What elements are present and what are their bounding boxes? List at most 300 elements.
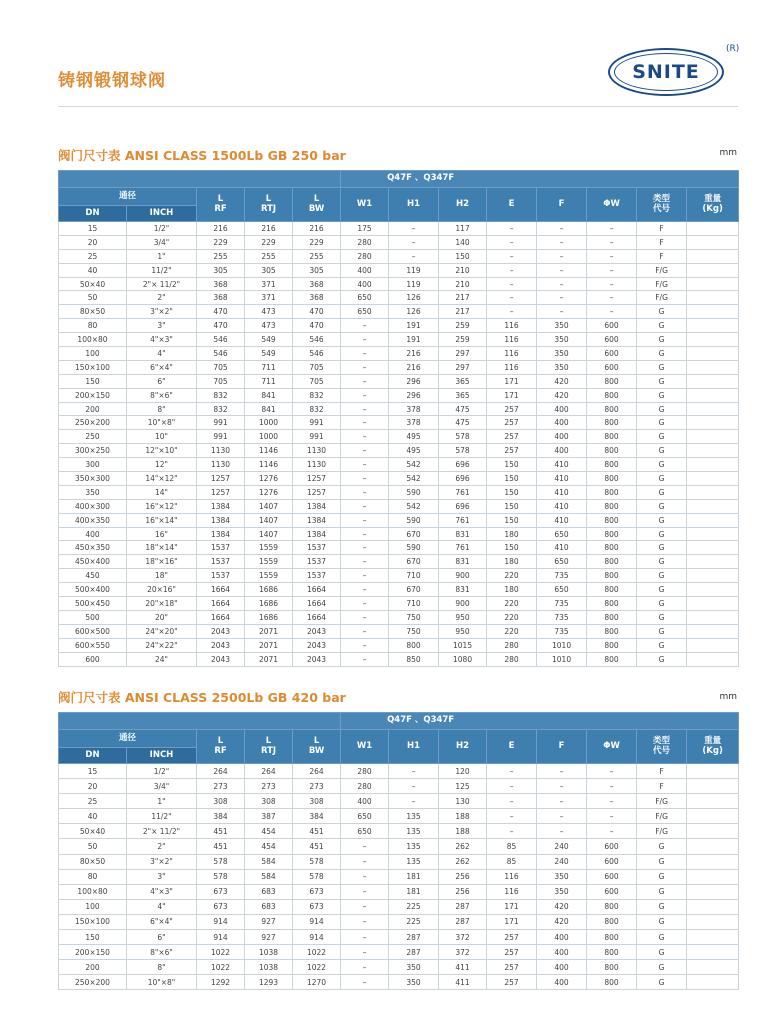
cell-inch: 24"×20" [127, 624, 197, 638]
cell-weight [687, 319, 739, 333]
cell-l-rtj: 841 [245, 388, 293, 402]
cell-l-bw: 1022 [293, 945, 341, 960]
cell-inch: 24" [127, 652, 197, 666]
cell-weight [687, 388, 739, 402]
spec-table-class1500 [58, 170, 739, 667]
cell-e: – [487, 824, 537, 839]
table-row [59, 914, 739, 929]
cell-f: 350 [537, 319, 587, 333]
cell-l-rf: 1022 [197, 960, 245, 975]
cell-l-rf: 832 [197, 388, 245, 402]
cell-dn: 600 [59, 652, 127, 666]
cell-l-rf: 1022 [197, 945, 245, 960]
cell-weight [687, 884, 739, 899]
cell-type: G [637, 319, 687, 333]
cell-h2: 120 [439, 764, 487, 779]
cell-l-bw: 914 [293, 930, 341, 945]
cell-l-bw: 470 [293, 319, 341, 333]
cell-h1: 542 [389, 499, 439, 513]
cell-h1: 590 [389, 485, 439, 499]
cell-l-rtj: 264 [245, 764, 293, 779]
cell-h2: 831 [439, 527, 487, 541]
cell-phiw: 800 [587, 652, 637, 666]
cell-type: G [637, 444, 687, 458]
cell-w1: – [341, 444, 389, 458]
cell-phiw: – [587, 277, 637, 291]
cell-dn: 50 [59, 839, 127, 854]
cell-e: – [487, 764, 537, 779]
col-l-rf-label: L RF [214, 735, 227, 756]
col-bore: 通径 [59, 188, 197, 206]
cell-w1: – [341, 485, 389, 499]
cell-h1: 350 [389, 960, 439, 975]
cell-inch: 6" [127, 930, 197, 945]
cell-e: 257 [487, 960, 537, 975]
cell-e: 150 [487, 541, 537, 555]
cell-e: – [487, 291, 537, 305]
col-l-rtj-label: L RTJ [260, 735, 277, 756]
cell-inch: 18"×14" [127, 541, 197, 555]
cell-phiw: – [587, 249, 637, 263]
cell-l-rf: 1257 [197, 472, 245, 486]
cell-h2: 140 [439, 235, 487, 249]
cell-w1: 280 [341, 235, 389, 249]
cell-inch: 3/4" [127, 235, 197, 249]
table-row [59, 824, 739, 839]
cell-l-rtj: 1559 [245, 541, 293, 555]
cell-dn: 400 [59, 527, 127, 541]
cell-l-rf: 1257 [197, 485, 245, 499]
cell-weight [687, 597, 739, 611]
cell-dn: 350×300 [59, 472, 127, 486]
cell-h2: 262 [439, 839, 487, 854]
col-w1: W1 [341, 188, 389, 222]
col-h2: H2 [439, 730, 487, 764]
cell-l-rf: 451 [197, 824, 245, 839]
cell-e: 150 [487, 472, 537, 486]
cell-h2: 761 [439, 485, 487, 499]
cell-h1: 296 [389, 388, 439, 402]
cell-h1: 135 [389, 839, 439, 854]
cell-f: 400 [537, 416, 587, 430]
col-f: F [537, 188, 587, 222]
col-l-rtj-label: L RTJ [260, 193, 277, 214]
cell-phiw: 800 [587, 638, 637, 652]
cell-l-rtj: 1407 [245, 513, 293, 527]
cell-l-rtj: 1000 [245, 430, 293, 444]
cell-h1: – [389, 779, 439, 794]
cell-h2: 259 [439, 319, 487, 333]
cell-h1: 135 [389, 854, 439, 869]
cell-e: 116 [487, 347, 537, 361]
cell-e: – [487, 249, 537, 263]
col-l-rf [197, 730, 245, 764]
cell-f: 420 [537, 899, 587, 914]
cell-l-rf: 1537 [197, 555, 245, 569]
cell-phiw: – [587, 764, 637, 779]
cell-h2: 256 [439, 869, 487, 884]
table-row [59, 263, 739, 277]
cell-phiw: 800 [587, 444, 637, 458]
cell-e: 257 [487, 930, 537, 945]
cell-l-bw: 991 [293, 416, 341, 430]
cell-l-rf: 1664 [197, 597, 245, 611]
cell-inch: 14"×12" [127, 472, 197, 486]
table-row [59, 527, 739, 541]
cell-w1: – [341, 884, 389, 899]
cell-dn: 40 [59, 809, 127, 824]
cell-w1: – [341, 416, 389, 430]
cell-w1: 400 [341, 277, 389, 291]
table-row [59, 347, 739, 361]
cell-e: 257 [487, 975, 537, 990]
cell-f: – [537, 277, 587, 291]
cell-w1: 400 [341, 794, 389, 809]
cell-w1: – [341, 569, 389, 583]
cell-l-bw: 451 [293, 839, 341, 854]
cell-phiw: 800 [587, 930, 637, 945]
cell-phiw: 800 [587, 527, 637, 541]
cell-e: 280 [487, 638, 537, 652]
cell-inch: 1" [127, 249, 197, 263]
cell-inch: 10"×8" [127, 975, 197, 990]
table-row [59, 597, 739, 611]
cell-h2: 761 [439, 513, 487, 527]
cell-inch: 3/4" [127, 779, 197, 794]
table-row [59, 458, 739, 472]
cell-e: 180 [487, 555, 537, 569]
cell-f: – [537, 291, 587, 305]
col-l-rf-label: L RF [214, 193, 227, 214]
cell-l-rf: 578 [197, 854, 245, 869]
table-row [59, 975, 739, 990]
cell-l-rtj: 584 [245, 854, 293, 869]
cell-dn: 300×250 [59, 444, 127, 458]
cell-phiw: 600 [587, 319, 637, 333]
cell-type: G [637, 839, 687, 854]
cell-f: – [537, 222, 587, 236]
cell-f: 735 [537, 624, 587, 638]
cell-h1: 191 [389, 333, 439, 347]
cell-w1: – [341, 527, 389, 541]
cell-e: 116 [487, 884, 537, 899]
cell-l-rtj: 1038 [245, 945, 293, 960]
table-row [59, 854, 739, 869]
cell-e: – [487, 235, 537, 249]
cell-phiw: 800 [587, 975, 637, 990]
cell-type: G [637, 610, 687, 624]
cell-inch: 12"×10" [127, 444, 197, 458]
cell-l-rf: 1537 [197, 569, 245, 583]
cell-f: – [537, 809, 587, 824]
cell-h1: 710 [389, 597, 439, 611]
cell-w1: – [341, 555, 389, 569]
col-l-bw-label: L BW [308, 735, 325, 756]
table2-unit: mm [719, 692, 737, 702]
col-type-label: 类型 代号 [653, 735, 671, 756]
cell-f: 240 [537, 854, 587, 869]
cell-weight [687, 249, 739, 263]
cell-h1: 119 [389, 277, 439, 291]
cell-e: 85 [487, 854, 537, 869]
cell-l-bw: 705 [293, 374, 341, 388]
cell-phiw: 600 [587, 854, 637, 869]
cell-l-bw: 255 [293, 249, 341, 263]
cell-l-rf: 308 [197, 794, 245, 809]
cell-f: – [537, 305, 587, 319]
col-weight [687, 730, 739, 764]
cell-h2: 210 [439, 263, 487, 277]
cell-w1: – [341, 499, 389, 513]
cell-type: F [637, 235, 687, 249]
cell-h1: 135 [389, 809, 439, 824]
table1-body [59, 222, 739, 667]
cell-h1: 750 [389, 624, 439, 638]
cell-l-rf: 273 [197, 779, 245, 794]
cell-weight [687, 914, 739, 929]
cell-w1: – [341, 513, 389, 527]
col-type-label: 类型 代号 [653, 193, 671, 214]
cell-inch: 8" [127, 402, 197, 416]
cell-type: G [637, 333, 687, 347]
cell-l-rtj: 1038 [245, 960, 293, 975]
table-row [59, 235, 739, 249]
table-row [59, 583, 739, 597]
cell-phiw: 800 [587, 402, 637, 416]
cell-type: G [637, 541, 687, 555]
cell-type: F/G [637, 824, 687, 839]
cell-w1: – [341, 839, 389, 854]
cell-weight [687, 569, 739, 583]
series-header: Q47F 、Q347F [341, 713, 739, 730]
cell-f: 350 [537, 333, 587, 347]
cell-w1: – [341, 541, 389, 555]
cell-l-bw: 1537 [293, 555, 341, 569]
cell-type: G [637, 430, 687, 444]
cell-w1: – [341, 333, 389, 347]
cell-f: 400 [537, 945, 587, 960]
table-row [59, 374, 739, 388]
cell-dn: 250 [59, 430, 127, 444]
cell-phiw: 800 [587, 472, 637, 486]
cell-dn: 80×50 [59, 305, 127, 319]
cell-type: F/G [637, 277, 687, 291]
cell-l-rf: 2043 [197, 652, 245, 666]
cell-e: 220 [487, 610, 537, 624]
cell-l-bw: 1664 [293, 583, 341, 597]
cell-l-rtj: 216 [245, 222, 293, 236]
cell-l-rf: 1384 [197, 499, 245, 513]
cell-inch: 3"×2" [127, 305, 197, 319]
cell-l-bw: 1537 [293, 569, 341, 583]
cell-weight [687, 444, 739, 458]
cell-phiw: – [587, 263, 637, 277]
cell-l-bw: 1257 [293, 472, 341, 486]
cell-h1: 670 [389, 583, 439, 597]
cell-l-bw: 1130 [293, 444, 341, 458]
cell-e: 150 [487, 499, 537, 513]
cell-l-rtj: 1686 [245, 597, 293, 611]
cell-h1: 542 [389, 458, 439, 472]
cell-h2: 259 [439, 333, 487, 347]
cell-l-rtj: 1146 [245, 444, 293, 458]
cell-inch: 1" [127, 794, 197, 809]
cell-dn: 100×80 [59, 333, 127, 347]
cell-w1: – [341, 430, 389, 444]
cell-f: – [537, 779, 587, 794]
cell-l-rf: 305 [197, 263, 245, 277]
cell-f: 350 [537, 360, 587, 374]
cell-h2: 256 [439, 884, 487, 899]
cell-h1: 800 [389, 638, 439, 652]
cell-w1: 650 [341, 305, 389, 319]
cell-e: – [487, 305, 537, 319]
cell-type: G [637, 624, 687, 638]
cell-e: – [487, 794, 537, 809]
cell-h1: 542 [389, 472, 439, 486]
cell-h2: 372 [439, 945, 487, 960]
cell-dn: 450×400 [59, 555, 127, 569]
cell-h1: 287 [389, 945, 439, 960]
cell-h2: 761 [439, 541, 487, 555]
cell-e: 150 [487, 485, 537, 499]
cell-l-bw: 216 [293, 222, 341, 236]
cell-w1: – [341, 402, 389, 416]
cell-inch: 8" [127, 960, 197, 975]
cell-w1: – [341, 960, 389, 975]
cell-h1: 191 [389, 319, 439, 333]
cell-l-bw: 1270 [293, 975, 341, 990]
cell-phiw: – [587, 291, 637, 305]
cell-f: 400 [537, 975, 587, 990]
cell-l-rtj: 1559 [245, 555, 293, 569]
cell-h1: 750 [389, 610, 439, 624]
cell-inch: 11/2" [127, 263, 197, 277]
cell-phiw: 800 [587, 374, 637, 388]
cell-phiw: 800 [587, 458, 637, 472]
cell-dn: 40 [59, 263, 127, 277]
col-dn: DN [59, 748, 127, 764]
cell-weight [687, 638, 739, 652]
cell-phiw: 600 [587, 333, 637, 347]
cell-h2: 365 [439, 374, 487, 388]
cell-l-rtj: 308 [245, 794, 293, 809]
cell-l-rtj: 683 [245, 899, 293, 914]
cell-l-rf: 470 [197, 319, 245, 333]
cell-l-rf: 1130 [197, 458, 245, 472]
cell-weight [687, 458, 739, 472]
header-blank [59, 713, 341, 730]
cell-l-rtj: 1407 [245, 527, 293, 541]
cell-e: 171 [487, 374, 537, 388]
table-row [59, 960, 739, 975]
table-row [59, 839, 739, 854]
cell-e: 180 [487, 583, 537, 597]
cell-l-rf: 2043 [197, 624, 245, 638]
brand-logo [608, 48, 724, 96]
cell-e: 171 [487, 914, 537, 929]
cell-h1: 495 [389, 430, 439, 444]
cell-l-rtj: 454 [245, 839, 293, 854]
cell-h1: 119 [389, 263, 439, 277]
table-row [59, 513, 739, 527]
cell-e: 171 [487, 899, 537, 914]
cell-f: 400 [537, 960, 587, 975]
cell-f: 410 [537, 513, 587, 527]
cell-h2: 900 [439, 569, 487, 583]
cell-w1: – [341, 374, 389, 388]
cell-e: 116 [487, 319, 537, 333]
cell-l-rf: 1537 [197, 541, 245, 555]
cell-phiw: 800 [587, 555, 637, 569]
cell-dn: 200 [59, 960, 127, 975]
cell-f: 410 [537, 485, 587, 499]
cell-inch: 12" [127, 458, 197, 472]
cell-weight [687, 824, 739, 839]
cell-l-rf: 368 [197, 277, 245, 291]
cell-inch: 4" [127, 899, 197, 914]
cell-inch: 3" [127, 869, 197, 884]
cell-type: G [637, 305, 687, 319]
cell-l-rf: 1664 [197, 583, 245, 597]
cell-h2: 188 [439, 824, 487, 839]
cell-weight [687, 975, 739, 990]
cell-h2: 287 [439, 899, 487, 914]
cell-f: 735 [537, 610, 587, 624]
cell-f: – [537, 235, 587, 249]
cell-type: G [637, 472, 687, 486]
col-weight [687, 188, 739, 222]
cell-dn: 450 [59, 569, 127, 583]
cell-type: G [637, 869, 687, 884]
cell-inch: 20"×18" [127, 597, 197, 611]
cell-e: 257 [487, 430, 537, 444]
cell-h1: 590 [389, 513, 439, 527]
cell-weight [687, 360, 739, 374]
cell-l-rf: 705 [197, 374, 245, 388]
cell-w1: – [341, 652, 389, 666]
cell-type: F/G [637, 291, 687, 305]
cell-h1: 181 [389, 869, 439, 884]
cell-l-rtj: 1000 [245, 416, 293, 430]
cell-l-bw: 705 [293, 360, 341, 374]
cell-l-bw: 264 [293, 764, 341, 779]
cell-l-rtj: 1686 [245, 610, 293, 624]
cell-phiw: – [587, 779, 637, 794]
cell-weight [687, 430, 739, 444]
cell-w1: 400 [341, 263, 389, 277]
table-row [59, 869, 739, 884]
table-row [59, 764, 739, 779]
cell-l-bw: 470 [293, 305, 341, 319]
cell-weight [687, 779, 739, 794]
table-row [59, 899, 739, 914]
cell-inch: 20×16" [127, 583, 197, 597]
cell-e: 150 [487, 458, 537, 472]
cell-f: 400 [537, 402, 587, 416]
cell-h1: 126 [389, 291, 439, 305]
cell-type: G [637, 975, 687, 990]
cell-dn: 80 [59, 319, 127, 333]
cell-w1: 280 [341, 249, 389, 263]
cell-dn: 300 [59, 458, 127, 472]
cell-w1: – [341, 975, 389, 990]
cell-dn: 100 [59, 347, 127, 361]
col-f: F [537, 730, 587, 764]
cell-type: F/G [637, 809, 687, 824]
cell-inch: 8"×6" [127, 945, 197, 960]
cell-w1: – [341, 914, 389, 929]
